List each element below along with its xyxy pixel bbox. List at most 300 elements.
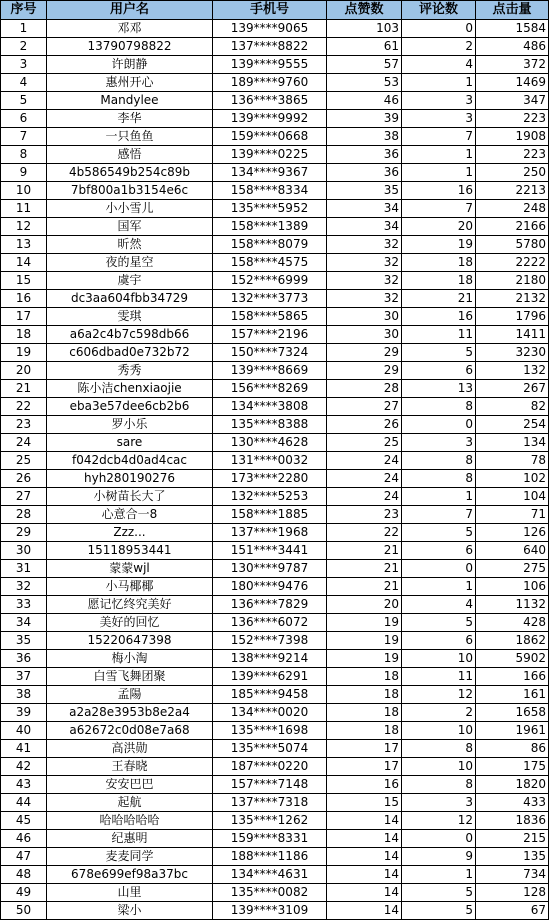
cell-likes: 36 [327,164,402,182]
cell-comments: 1 [402,146,476,164]
table-row [1,164,549,182]
cell-username: 小小雪儿 [47,200,213,218]
table-row [1,560,549,578]
cell-clicks: 71 [476,506,549,524]
cell-phone: 158****1885 [213,506,327,524]
cell-clicks: 102 [476,470,549,488]
table-row [1,722,549,740]
cell-phone: 130****9787 [213,560,327,578]
table-row [1,74,549,92]
cell-index: 38 [1,686,47,704]
cell-likes: 14 [327,884,402,902]
cell-username: 山里 [47,884,213,902]
cell-likes: 53 [327,74,402,92]
cell-clicks: 134 [476,434,549,452]
cell-comments: 11 [402,668,476,686]
cell-comments: 18 [402,254,476,272]
cell-index: 43 [1,776,47,794]
cell-phone: 158****1389 [213,218,327,236]
cell-username: f042dcb4d0ad4cac [47,452,213,470]
cell-clicks: 1836 [476,812,549,830]
cell-username: c606dbad0e732b72 [47,344,213,362]
cell-clicks: 250 [476,164,549,182]
cell-username: hyh280190276 [47,470,213,488]
cell-clicks: 1908 [476,128,549,146]
cell-clicks: 2132 [476,290,549,308]
cell-username: 惠州开心 [47,74,213,92]
cell-phone: 150****7324 [213,344,327,362]
cell-comments: 6 [402,632,476,650]
cell-comments: 4 [402,56,476,74]
cell-clicks: 254 [476,416,549,434]
cell-clicks: 428 [476,614,549,632]
cell-username: 李华 [47,110,213,128]
cell-phone: 135****8388 [213,416,327,434]
cell-likes: 34 [327,218,402,236]
cell-comments: 2 [402,38,476,56]
table-row [1,326,549,344]
cell-likes: 21 [327,560,402,578]
table-row [1,812,549,830]
cell-clicks: 433 [476,794,549,812]
cell-clicks: 2166 [476,218,549,236]
cell-clicks: 267 [476,380,549,398]
cell-phone: 188****1186 [213,848,327,866]
table-header [1,1,549,20]
cell-username: 起航 [47,794,213,812]
table-row [1,146,549,164]
cell-clicks: 2222 [476,254,549,272]
table-row [1,632,549,650]
cell-comments: 8 [402,776,476,794]
cell-likes: 24 [327,452,402,470]
cell-index: 10 [1,182,47,200]
cell-index: 26 [1,470,47,488]
cell-comments: 19 [402,236,476,254]
cell-clicks: 2180 [476,272,549,290]
header-username: 用户名 [47,1,213,20]
cell-likes: 18 [327,668,402,686]
cell-username: a6a2c4b7c598db66 [47,326,213,344]
cell-index: 16 [1,290,47,308]
cell-comments: 5 [402,344,476,362]
cell-comments: 1 [402,488,476,506]
cell-index: 5 [1,92,47,110]
cell-clicks: 1584 [476,20,549,38]
cell-comments: 1 [402,578,476,596]
cell-likes: 24 [327,488,402,506]
cell-phone: 130****4628 [213,434,327,452]
cell-phone: 134****0020 [213,704,327,722]
cell-clicks: 175 [476,758,549,776]
cell-clicks: 126 [476,524,549,542]
cell-clicks: 1469 [476,74,549,92]
cell-username: 愿记忆终究美好 [47,596,213,614]
cell-username: 孟陽 [47,686,213,704]
cell-phone: 135****0082 [213,884,327,902]
cell-clicks: 78 [476,452,549,470]
cell-comments: 4 [402,596,476,614]
header-row [1,1,549,20]
cell-username: eba3e57dee6cb2b6 [47,398,213,416]
cell-comments: 8 [402,398,476,416]
cell-clicks: 215 [476,830,549,848]
cell-likes: 17 [327,758,402,776]
table-row [1,704,549,722]
cell-likes: 18 [327,686,402,704]
cell-index: 19 [1,344,47,362]
cell-index: 4 [1,74,47,92]
table-row [1,488,549,506]
table-row [1,416,549,434]
cell-phone: 139****9555 [213,56,327,74]
cell-index: 48 [1,866,47,884]
cell-index: 47 [1,848,47,866]
cell-likes: 18 [327,722,402,740]
cell-username: 夜的星空 [47,254,213,272]
table-row [1,20,549,38]
cell-comments: 0 [402,560,476,578]
table-row [1,902,549,920]
table-row [1,362,549,380]
cell-username: 蒙蒙wjl [47,560,213,578]
table-row [1,596,549,614]
cell-clicks: 3230 [476,344,549,362]
cell-likes: 26 [327,416,402,434]
cell-phone: 135****5074 [213,740,327,758]
cell-likes: 16 [327,776,402,794]
cell-clicks: 1132 [476,596,549,614]
cell-comments: 8 [402,740,476,758]
cell-clicks: 1411 [476,326,549,344]
table-row [1,290,549,308]
cell-username: sare [47,434,213,452]
cell-comments: 6 [402,362,476,380]
cell-comments: 6 [402,542,476,560]
cell-clicks: 275 [476,560,549,578]
cell-username: 高洪勋 [47,740,213,758]
cell-index: 50 [1,902,47,920]
cell-index: 33 [1,596,47,614]
cell-phone: 158****8334 [213,182,327,200]
cell-clicks: 1862 [476,632,549,650]
cell-phone: 134****4631 [213,866,327,884]
cell-comments: 3 [402,434,476,452]
cell-index: 13 [1,236,47,254]
cell-phone: 158****8079 [213,236,327,254]
cell-username: 秀秀 [47,362,213,380]
cell-index: 21 [1,380,47,398]
cell-likes: 14 [327,866,402,884]
cell-username: 昕然 [47,236,213,254]
cell-username: 陈小洁chenxiaojie [47,380,213,398]
table-row [1,182,549,200]
cell-phone: 132****3773 [213,290,327,308]
cell-clicks: 1658 [476,704,549,722]
cell-likes: 57 [327,56,402,74]
cell-comments: 11 [402,326,476,344]
cell-phone: 173****2280 [213,470,327,488]
cell-username: 13790798822 [47,38,213,56]
table-row [1,794,549,812]
cell-likes: 14 [327,848,402,866]
cell-index: 25 [1,452,47,470]
cell-phone: 157****2196 [213,326,327,344]
cell-comments: 1 [402,164,476,182]
cell-phone: 136****6072 [213,614,327,632]
cell-clicks: 1796 [476,308,549,326]
cell-clicks: 86 [476,740,549,758]
cell-comments: 2 [402,704,476,722]
cell-phone: 137****1968 [213,524,327,542]
cell-phone: 137****7318 [213,794,327,812]
cell-phone: 152****6999 [213,272,327,290]
cell-username: 国军 [47,218,213,236]
cell-username: a2a28e3953b8e2a4 [47,704,213,722]
cell-phone: 158****4575 [213,254,327,272]
cell-index: 1 [1,20,47,38]
cell-clicks: 132 [476,362,549,380]
table-row [1,884,549,902]
cell-username: 纪惠明 [47,830,213,848]
cell-comments: 10 [402,650,476,668]
cell-clicks: 1820 [476,776,549,794]
cell-phone: 139****8669 [213,362,327,380]
table-row [1,686,549,704]
cell-clicks: 1961 [476,722,549,740]
cell-likes: 15 [327,794,402,812]
cell-phone: 138****9214 [213,650,327,668]
cell-clicks: 223 [476,110,549,128]
cell-comments: 7 [402,200,476,218]
cell-likes: 14 [327,830,402,848]
cell-phone: 137****8822 [213,38,327,56]
cell-clicks: 486 [476,38,549,56]
cell-index: 11 [1,200,47,218]
cell-comments: 3 [402,794,476,812]
cell-comments: 9 [402,848,476,866]
cell-phone: 132****5253 [213,488,327,506]
cell-phone: 156****8269 [213,380,327,398]
cell-likes: 18 [327,704,402,722]
cell-likes: 21 [327,578,402,596]
table-row [1,434,549,452]
cell-likes: 103 [327,20,402,38]
cell-username: 心意合一8 [47,506,213,524]
table-row [1,470,549,488]
cell-phone: 159****8331 [213,830,327,848]
cell-index: 22 [1,398,47,416]
table-row [1,740,549,758]
cell-likes: 30 [327,308,402,326]
cell-clicks: 67 [476,902,549,920]
cell-index: 29 [1,524,47,542]
cell-username: 小马椰椰 [47,578,213,596]
cell-username: 白雪飞舞团聚 [47,668,213,686]
cell-phone: 139****6291 [213,668,327,686]
table-row [1,272,549,290]
cell-clicks: 5780 [476,236,549,254]
cell-username: 4b586549b254c89b [47,164,213,182]
table-row [1,758,549,776]
cell-clicks: 372 [476,56,549,74]
cell-likes: 14 [327,902,402,920]
cell-comments: 8 [402,452,476,470]
cell-index: 27 [1,488,47,506]
cell-index: 2 [1,38,47,56]
cell-index: 35 [1,632,47,650]
cell-likes: 29 [327,362,402,380]
cell-comments: 5 [402,524,476,542]
cell-likes: 36 [327,146,402,164]
cell-clicks: 5902 [476,650,549,668]
cell-phone: 131****0032 [213,452,327,470]
cell-index: 45 [1,812,47,830]
cell-username: 麦麦同学 [47,848,213,866]
cell-likes: 28 [327,380,402,398]
table-body [1,20,549,920]
cell-phone: 139****9065 [213,20,327,38]
cell-index: 42 [1,758,47,776]
table-row [1,614,549,632]
cell-username: dc3aa604fbb34729 [47,290,213,308]
cell-likes: 27 [327,398,402,416]
cell-username: 美好的回忆 [47,614,213,632]
cell-username: 678e699ef98a37bc [47,866,213,884]
cell-likes: 19 [327,614,402,632]
cell-phone: 135****1698 [213,722,327,740]
header-phone: 手机号 [213,1,327,20]
table-row [1,110,549,128]
cell-comments: 1 [402,74,476,92]
cell-clicks: 2213 [476,182,549,200]
table-row [1,650,549,668]
cell-likes: 34 [327,200,402,218]
cell-comments: 16 [402,182,476,200]
table-row [1,200,549,218]
cell-username: 15118953441 [47,542,213,560]
cell-likes: 46 [327,92,402,110]
cell-comments: 7 [402,128,476,146]
cell-username: a62672c0d08e7a68 [47,722,213,740]
table-row [1,776,549,794]
cell-username: 王春晓 [47,758,213,776]
cell-phone: 135****1262 [213,812,327,830]
cell-username: Mandylee [47,92,213,110]
cell-username: 感悟 [47,146,213,164]
cell-likes: 17 [327,740,402,758]
table-row [1,56,549,74]
cell-username: 罗小乐 [47,416,213,434]
cell-username: 许朗静 [47,56,213,74]
cell-likes: 24 [327,470,402,488]
cell-clicks: 248 [476,200,549,218]
cell-comments: 8 [402,470,476,488]
cell-likes: 32 [327,272,402,290]
cell-phone: 180****9476 [213,578,327,596]
cell-likes: 22 [327,524,402,542]
table-row [1,848,549,866]
cell-username: 安安巴巴 [47,776,213,794]
cell-phone: 151****3441 [213,542,327,560]
cell-likes: 61 [327,38,402,56]
cell-phone: 139****9992 [213,110,327,128]
header-likes: 点赞数 [327,1,402,20]
cell-likes: 25 [327,434,402,452]
cell-username: 15220647398 [47,632,213,650]
cell-comments: 12 [402,812,476,830]
cell-likes: 19 [327,632,402,650]
table-row [1,380,549,398]
cell-comments: 13 [402,380,476,398]
cell-index: 36 [1,650,47,668]
cell-phone: 189****9760 [213,74,327,92]
cell-clicks: 106 [476,578,549,596]
cell-username: 梅小淘 [47,650,213,668]
cell-likes: 32 [327,290,402,308]
cell-index: 37 [1,668,47,686]
cell-index: 28 [1,506,47,524]
table-row [1,92,549,110]
cell-phone: 185****9458 [213,686,327,704]
cell-comments: 5 [402,902,476,920]
cell-likes: 19 [327,650,402,668]
table-row [1,668,549,686]
cell-phone: 136****7829 [213,596,327,614]
cell-likes: 20 [327,596,402,614]
cell-username: 梁小 [47,902,213,920]
cell-phone: 157****7148 [213,776,327,794]
cell-index: 46 [1,830,47,848]
cell-clicks: 640 [476,542,549,560]
cell-index: 40 [1,722,47,740]
cell-comments: 10 [402,722,476,740]
cell-username: 小树苗长大了 [47,488,213,506]
cell-phone: 135****5952 [213,200,327,218]
cell-comments: 7 [402,506,476,524]
cell-clicks: 82 [476,398,549,416]
cell-comments: 3 [402,92,476,110]
cell-index: 12 [1,218,47,236]
cell-likes: 23 [327,506,402,524]
cell-phone: 136****3865 [213,92,327,110]
cell-comments: 0 [402,20,476,38]
cell-username: 雯琪 [47,308,213,326]
cell-index: 8 [1,146,47,164]
cell-likes: 39 [327,110,402,128]
table-row [1,308,549,326]
cell-comments: 5 [402,614,476,632]
cell-index: 24 [1,434,47,452]
cell-phone: 139****0225 [213,146,327,164]
table-row [1,830,549,848]
table-row [1,578,549,596]
table-row [1,866,549,884]
table-row [1,254,549,272]
cell-comments: 18 [402,272,476,290]
cell-likes: 32 [327,236,402,254]
cell-index: 14 [1,254,47,272]
cell-index: 18 [1,326,47,344]
cell-index: 31 [1,560,47,578]
cell-comments: 12 [402,686,476,704]
cell-index: 20 [1,362,47,380]
cell-index: 15 [1,272,47,290]
cell-index: 39 [1,704,47,722]
cell-clicks: 223 [476,146,549,164]
cell-clicks: 135 [476,848,549,866]
table-row [1,452,549,470]
